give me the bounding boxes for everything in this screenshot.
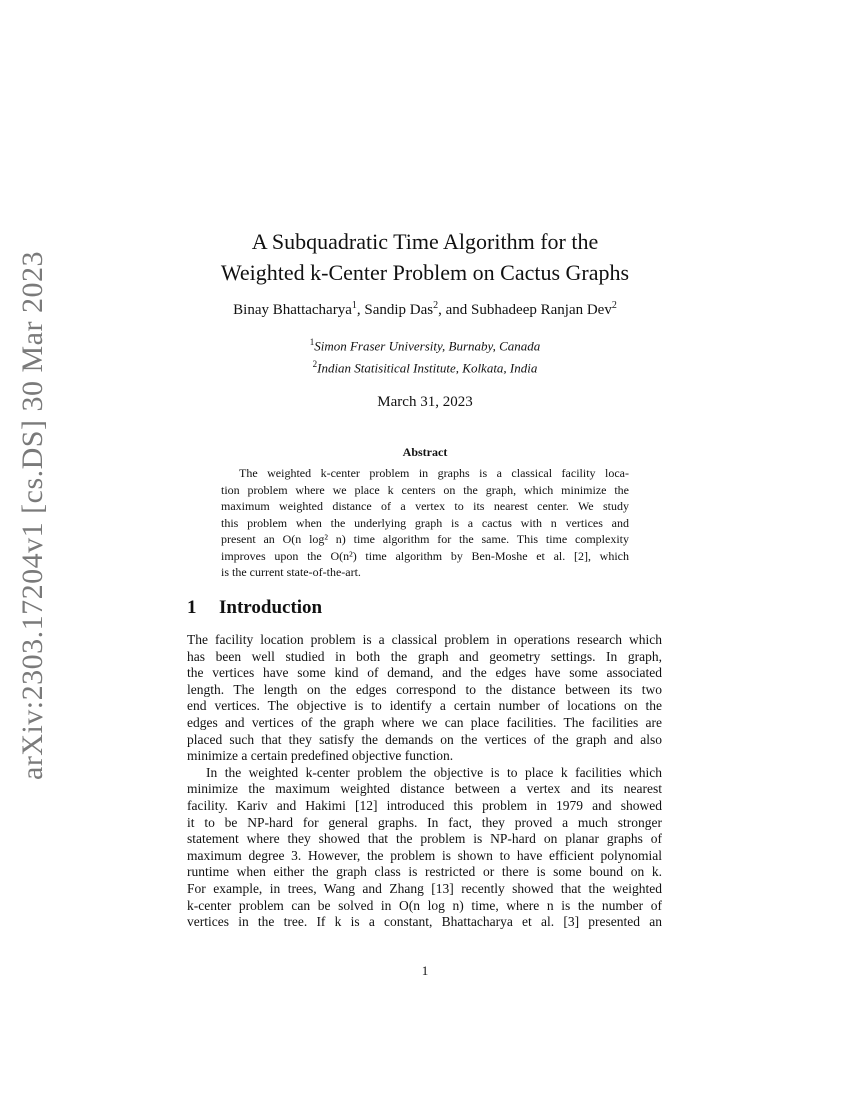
affiliation-mark: 1 (309, 337, 315, 347)
paragraph-line: statement where they showed that the problem is NP-hard on planar graphs of (187, 831, 662, 847)
title-line-2: Weighted k-Center Problem on Cactus Graphs (220, 260, 630, 285)
abstract-heading: Abstract (402, 445, 448, 459)
title-line-1: A Subquadratic Time Algorithm for the (251, 229, 599, 254)
affiliation-text: Indian Statisitical Institute, Kolkata, India (317, 360, 538, 376)
author-name: Subhadeep Ranjan Dev (471, 302, 612, 318)
paragraph-line: The facility location problem is a classical problem in operations research which (187, 632, 662, 647)
author-list (150, 300, 700, 319)
paragraph-line: edges and vertices of the graph where we can place facilities. The facilities are (187, 714, 662, 730)
affiliation (150, 333, 700, 355)
paragraph-line: For example, in trees, Wang and Zhang [13] recently showed that the weighted (187, 880, 662, 896)
publication-date: March 31, 2023 (377, 394, 473, 410)
paragraph-line: end vertices. The objective is to identify a certain number of locations on the (187, 698, 662, 714)
paragraph-line: vertices in the tree. If k is a constant, Bhattacharya et al. [3] presented an (187, 914, 662, 930)
author-name: Sandip Das (364, 302, 434, 318)
abstract-line: is the current state-of-the-art. (221, 565, 361, 579)
paragraph-line: minimize a certain predefined objective function. (187, 748, 454, 764)
arxiv-identifier-stamp: arXiv:2303.17204v1 [cs.DS] 30 Mar 2023 (16, 251, 49, 780)
paragraph-line: the vertices have some kind of demand, and the edges have some associated (187, 665, 662, 681)
paragraph-line: In the weighted k-center problem the objective is to place k facilities which (206, 764, 662, 780)
affiliation-mark: 1 (351, 300, 357, 311)
affiliation (150, 355, 700, 377)
section-title: Introduction (219, 597, 323, 618)
abstract-body (221, 465, 629, 581)
affiliation-mark: 2 (433, 300, 439, 311)
abstract-line: tion problem where we place k centers on the graph, which minimize the (221, 482, 629, 497)
paper-title (150, 226, 700, 288)
abstract-line: this problem when the underlying graph is a cactus with n vertices and (221, 515, 629, 530)
paragraph-line: k-center problem can be solved in O(n log n) time, where n is the number of (187, 897, 662, 913)
abstract-line: The weighted k-center problem in graphs is a classical facility loca- (239, 466, 629, 480)
paragraph-line: minimize the maximum weighted distance between a vertex and its nearest (187, 781, 662, 797)
paragraph-line: length. The length on the edges correspond to the distance between its two (187, 681, 662, 697)
page-number: 1 (421, 963, 429, 978)
affiliation-text: Simon Fraser University, Burnaby, Canada (314, 338, 541, 354)
author-name: Binay Bhattacharya (233, 302, 352, 318)
paragraph-line: maximum degree 3. However, the problem is shown to have efficient polynomial (187, 847, 662, 863)
section-heading (187, 597, 322, 619)
affiliation-mark: 2 (312, 359, 318, 370)
paragraph-line: has been well studied in both the graph and geometry settings. In graph, (187, 648, 662, 664)
abstract-line: improves upon the O(n²) time algorithm by Ben-Moshe et al. [2], which (221, 548, 629, 563)
affiliation-mark: 2 (611, 300, 617, 311)
affiliation-list (150, 333, 700, 378)
author-separator: , (356, 302, 365, 318)
paragraph-line: facility. Kariv and Hakimi [12] introduced this problem in 1979 and showed (187, 797, 662, 813)
abstract-line: present an O(n log² n) time algorithm for the same. This time complexity (221, 532, 629, 546)
paragraph-line: placed such that they satisfy the demands on the vertices of the graph and also (187, 731, 662, 747)
section-number: 1 (187, 597, 197, 618)
abstract-line: maximum weighted distance of a vertex to its nearest center. We study (221, 499, 629, 513)
section-body (187, 632, 662, 931)
paragraph-line: runtime when either the graph class is restricted or there is some bound on k. (187, 864, 662, 880)
author-separator: , and (438, 302, 472, 318)
paragraph-line: it to be NP-hard for general graphs. In fact, they proved a much stronger (187, 814, 662, 830)
